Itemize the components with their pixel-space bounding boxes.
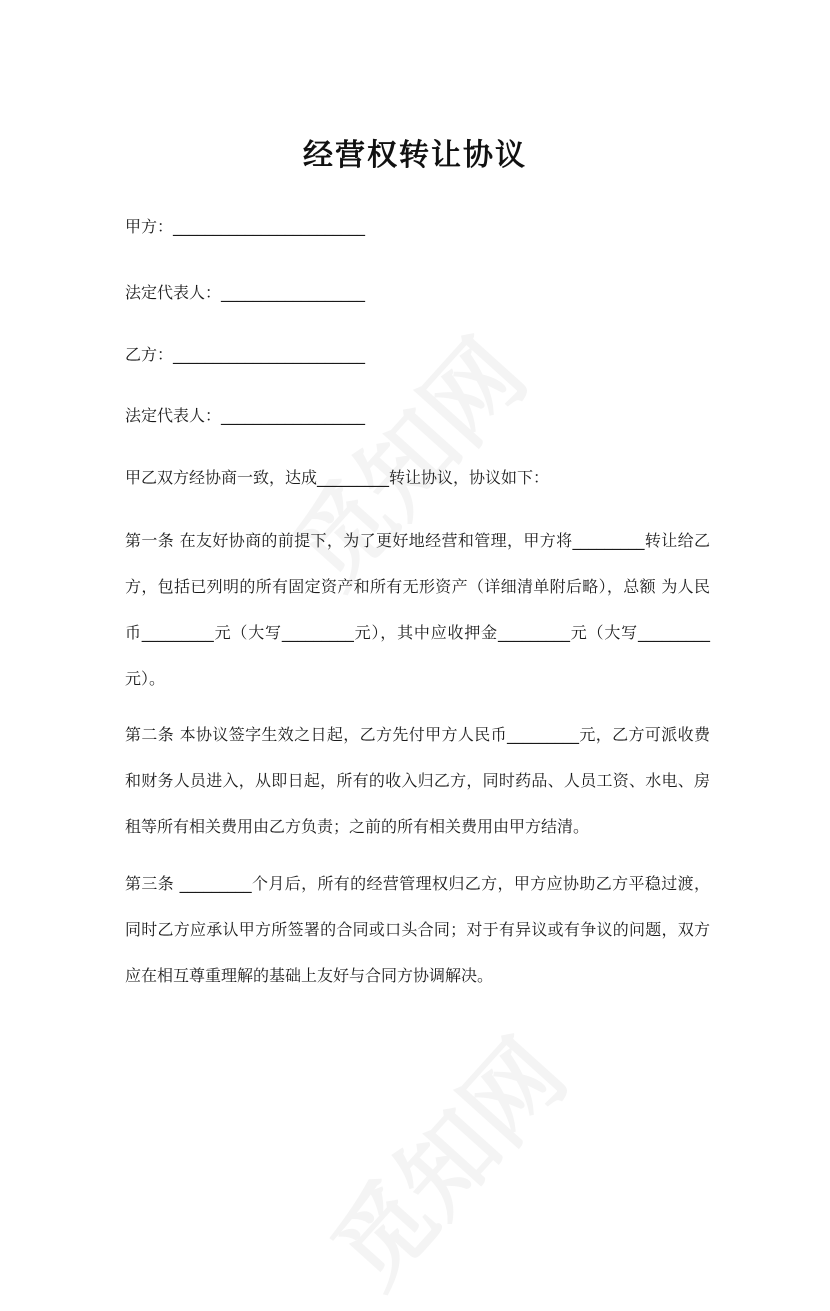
- article-3: 第三条 _________个月后，所有的经营管理权归乙方，甲方应协助乙方平稳过渡，同时乙方应承认甲方所签署的合同或口头合同；对于有异议或有争议的问题，双方应在相互尊重理解的基础上友好与合同方协调解决。: [125, 874, 710, 985]
- article-1: 第一条 在友好协商的前提下，为了更好地经营和管理，甲方将_________转让给乙方，包括已列明的所有固定资产和所有无形资产（详细清单附后略），总额 为人民币_________元（大写_________元），其中应收押金_________元（大写_________元）。: [125, 531, 710, 688]
- party-b-representative-line: 法定代表人：__________________: [125, 406, 366, 425]
- watermark-bottom: [297, 1006, 592, 1311]
- article-2: 第二条 本协议签字生效之日起，乙方先付甲方人民币_________元，乙方可派收费和财务人员进入，从即日起，所有的收入归乙方，同时药品、人员工资、水电、房租等所有相关费用由乙方负责；之前的所有相关费用由甲方结清。: [125, 725, 710, 836]
- party-b-line: 乙方：________________________: [125, 345, 366, 364]
- intro-line: 甲乙双方经协商一致，达成_________转让协议，协议如下：: [125, 468, 550, 487]
- party-a-representative-line: 法定代表人：__________________: [125, 283, 366, 302]
- party-a-line: 甲方：________________________: [125, 217, 366, 236]
- document-title: 经营权转让协议: [303, 138, 527, 173]
